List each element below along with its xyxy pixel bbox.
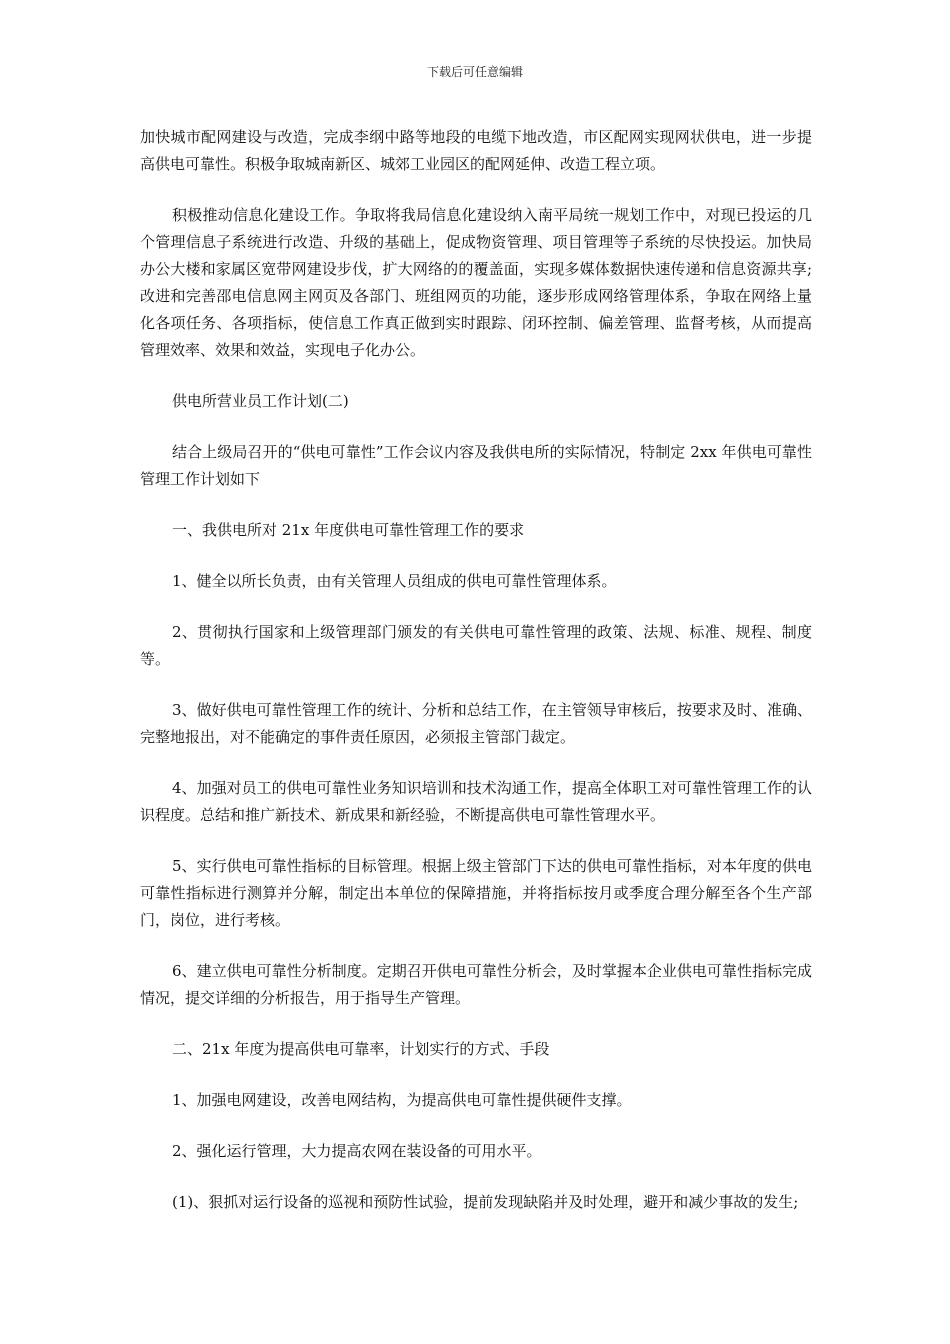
page-header-note: 下载后可任意编辑: [426, 65, 523, 79]
method-item-2: 2、强化运行管理，大力提高农网在装设备的可用水平。: [172, 1142, 542, 1160]
paragraph-informatization: 积极推动信息化建设工作。争取将我局信息化建设纳入南平局统一规划工作中，对现已投运的几个管理信息子系统进行改造、升级的基础上，促成物资管理、项目管理等子系统的尽快投运。加快局办公大楼和家属区宽带网建设步伐，扩大网络的的覆盖面，实现多媒体数据快速传递和信息资源共享;改进和完善邵电信息网主网页及各部门、班组网页的功能，逐步形成网络管理体系，争取在网络上量化各项任务、各项指标，使信息工作真正做到实时跟踪、闭环控制、偏差管理、监督考核，从而提高管理效率、效果和效益，实现电子化办公。: [140, 206, 812, 359]
list-item-2: 2、贯彻执行国家和上级管理部门颁发的有关供电可靠性管理的政策、法规、标准、规程、制度等。: [140, 623, 812, 668]
paragraph-intro: 结合上级局召开的“供电可靠性”工作会议内容及我供电所的实际情况，特制定 2xx 年供电可靠性管理工作计划如下: [140, 443, 812, 488]
method-item-1: 1、加强电网建设，改善电网结构，为提高供电可靠性提供硬件支撑。: [172, 1091, 632, 1109]
list-item-4: 4、加强对员工的供电可靠性业务知识培训和技术沟通工作，提高全体职工对可靠性管理工作的认识程度。总结和推广新技术、新成果和新经验，不断提高供电可靠性管理水平。: [140, 779, 812, 824]
list-item-5: 5、实行供电可靠性指标的目标管理。根据上级主管部门下达的供电可靠性指标，对本年度的供电可靠性指标进行测算并分解，制定出本单位的保障措施，并将指标按月或季度合理分解至各个生产部门，岗位，进行考核。: [140, 857, 812, 929]
paragraph-urban-grid: 加快城市配网建设与改造，完成李纲中路等地段的电缆下地改造，市区配网实现网状供电，进一步提高供电可靠性。积极争取城南新区、城郊工业园区的配网延伸、改造工程立项。: [140, 128, 812, 173]
heading-methods: 二、21x 年度为提高供电可靠率，计划实行的方式、手段: [172, 1040, 550, 1058]
heading-requirements: 一、我供电所对 21x 年度供电可靠性管理工作的要求: [172, 521, 525, 539]
list-item-6: 6、建立供电可靠性分析制度。定期召开供电可靠性分析会，及时掌握本企业供电可靠性指标完成情况，提交详细的分析报告，用于指导生产管理。: [140, 962, 812, 1007]
section-title-plan-two: 供电所营业员工作计划(二): [172, 392, 349, 410]
list-item-3: 3、做好供电可靠性管理工作的统计、分析和总结工作，在主管领导审核后，按要求及时、准确、完整地报出，对不能确定的事件责任原因，必须报主管部门裁定。: [140, 701, 812, 746]
method-subitem-1: (1)、狠抓对运行设备的巡视和预防性试验，提前发现缺陷并及时处理，避开和减少事故的发生;: [172, 1193, 799, 1211]
list-item-1: 1、健全以所长负责，由有关管理人员组成的供电可靠性管理体系。: [172, 572, 617, 590]
document-body: [140, 124, 812, 1240]
